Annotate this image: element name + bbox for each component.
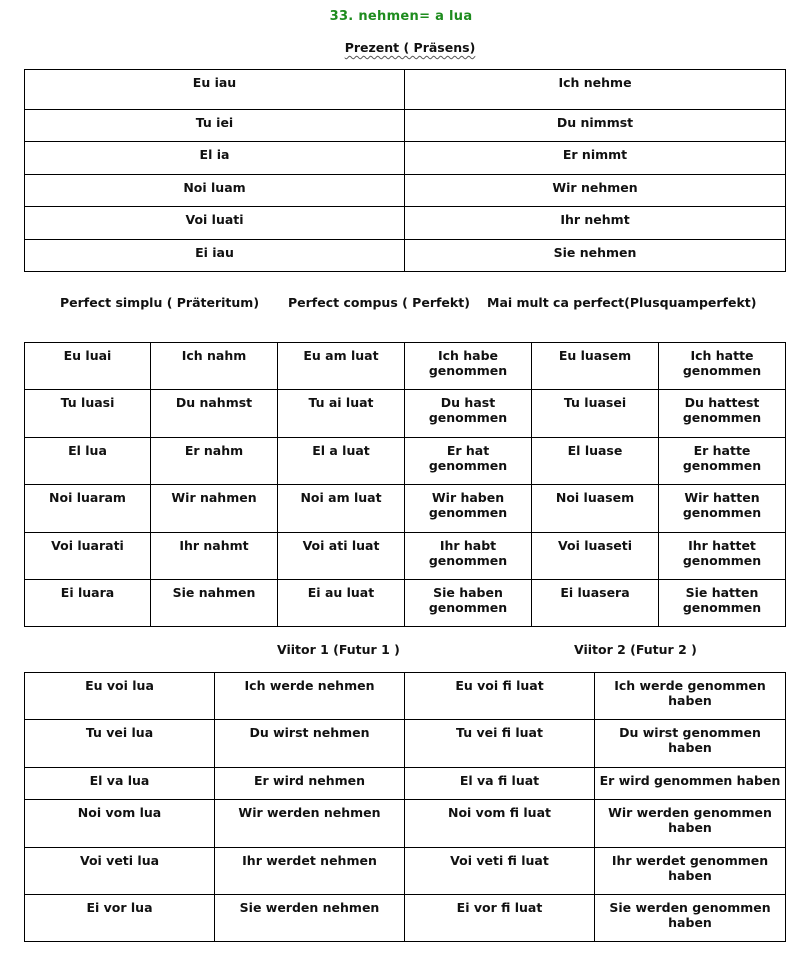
future-cell (595, 673, 786, 720)
future-cell-text: Voi veti fi luat (450, 853, 549, 868)
past-cell (405, 343, 532, 390)
past-cell-text: Ihr nahmt (179, 538, 249, 553)
past-heading-pluperfect: Mai mult ca perfect(Plusquamperfekt) (487, 295, 757, 310)
past-cell (532, 485, 659, 533)
past-cell (405, 390, 532, 438)
future-cell-text: Er wird nehmen (253, 773, 366, 788)
future-cell-text: El va lua (89, 773, 150, 788)
present-cell (405, 110, 786, 142)
past-cell-text: Ei luasera (560, 585, 630, 600)
future-cell (595, 768, 786, 800)
past-cell-text: Du hast genommen (428, 395, 508, 425)
past-heading-preterite: Perfect simplu ( Präteritum) (60, 295, 260, 310)
past-cell (405, 438, 532, 485)
past-cell-text: El luase (567, 443, 623, 458)
past-cell-text: Sie hatten genommen (682, 585, 762, 615)
past-cell-text: Wir hatten genommen (682, 490, 762, 520)
present-cell (25, 70, 405, 110)
past-cell (532, 438, 659, 485)
present-cell-text: Ich nehme (558, 75, 632, 90)
past-row (25, 438, 786, 485)
future-cell-text: Noi vom lua (77, 805, 162, 820)
present-row (25, 240, 786, 272)
past-cell-text: Er hatte genommen (682, 443, 762, 473)
future-row (25, 768, 786, 800)
future-cell (25, 673, 215, 720)
present-cell (25, 110, 405, 142)
future-cell-text: Ich werde nehmen (244, 678, 375, 693)
past-cell (151, 438, 278, 485)
past-cell-text: Ei au luat (307, 585, 375, 600)
past-row (25, 533, 786, 580)
future-tenses-table (24, 672, 786, 942)
past-cell-text: Sie nahmen (172, 585, 256, 600)
past-cell (278, 485, 405, 533)
future-cell-text: Ich werde genommen haben (614, 678, 766, 708)
past-cell-text: El a luat (312, 443, 370, 458)
past-row (25, 580, 786, 627)
future-cell-text: Ei vor fi luat (456, 900, 543, 915)
past-cell (532, 580, 659, 627)
present-cell-text: Ihr nehmt (560, 212, 630, 227)
future-cell (595, 800, 786, 848)
present-cell-text: Wir nehmen (552, 180, 638, 195)
future-cell (25, 768, 215, 800)
past-cell-text: El lua (68, 443, 107, 458)
past-row (25, 343, 786, 390)
past-cell-text: Wir nahmen (171, 490, 257, 505)
past-cell-text: Noi am luat (300, 490, 382, 505)
past-row (25, 390, 786, 438)
future-heading-2: Viitor 2 (Futur 2 ) (574, 642, 697, 657)
future-cell (215, 768, 405, 800)
future-cell-text: Ihr werdet genommen haben (611, 853, 769, 883)
past-cell (278, 343, 405, 390)
present-cell-text: Tu iei (195, 115, 234, 130)
future-cell (25, 720, 215, 768)
future-cell-text: Tu vei fi luat (456, 725, 543, 740)
present-cell (405, 240, 786, 272)
past-cell-text: Eu am luat (303, 348, 379, 363)
past-cell (25, 533, 151, 580)
past-cell-text: Ich habe genommen (428, 348, 508, 378)
past-cell (659, 343, 786, 390)
present-cell-text: Eu iau (192, 75, 237, 90)
past-cell (532, 390, 659, 438)
future-heading-1: Viitor 1 (Futur 1 ) (277, 642, 400, 657)
future-cell (25, 800, 215, 848)
past-cell (278, 390, 405, 438)
present-heading-text: Prezent ( Präsens) (344, 40, 476, 55)
present-row (25, 142, 786, 175)
future-row (25, 848, 786, 895)
future-cell-text: Du wirst genommen haben (619, 725, 761, 755)
past-cell (278, 438, 405, 485)
future-cell (405, 720, 595, 768)
past-cell-text: Du nahmst (175, 395, 253, 410)
past-cell-text: Voi ati luat (302, 538, 380, 553)
future-cell-text: Wir werden nehmen (238, 805, 381, 820)
past-cell-text: Eu luai (63, 348, 112, 363)
present-cell (25, 240, 405, 272)
future-cell (405, 848, 595, 895)
present-row (25, 70, 786, 110)
past-cell (405, 533, 532, 580)
past-cell-text: Wir haben genommen (428, 490, 508, 520)
past-cell (151, 343, 278, 390)
present-cell-text: Du nimmst (556, 115, 634, 130)
future-cell (215, 720, 405, 768)
past-cell (278, 533, 405, 580)
future-row (25, 895, 786, 942)
present-cell (25, 207, 405, 240)
past-cell-text: Tu ai luat (308, 395, 374, 410)
past-cell-text: Ich hatte genommen (682, 348, 762, 378)
present-cell-text: El ia (199, 147, 230, 162)
past-cell (25, 485, 151, 533)
past-cell-text: Tu luasei (563, 395, 627, 410)
past-cell-text: Er nahm (184, 443, 244, 458)
future-cell-text: Voi veti lua (79, 853, 160, 868)
future-row (25, 720, 786, 768)
present-cell (405, 207, 786, 240)
past-cell (151, 580, 278, 627)
page-title: 33. nehmen= a lua (329, 9, 473, 24)
past-cell (151, 485, 278, 533)
future-cell (405, 768, 595, 800)
future-cell (405, 800, 595, 848)
future-cell-text: Sie werden genommen haben (609, 900, 771, 930)
present-row (25, 207, 786, 240)
past-cell (659, 438, 786, 485)
present-cell (405, 142, 786, 175)
future-cell (215, 673, 405, 720)
past-cell (278, 580, 405, 627)
past-cell-text: Tu luasi (60, 395, 115, 410)
past-cell (532, 533, 659, 580)
past-tenses-table (24, 342, 786, 627)
present-cell-text: Er nimmt (562, 147, 628, 162)
future-cell-text: Eu voi fi luat (455, 678, 544, 693)
past-cell-text: Eu luasem (558, 348, 632, 363)
past-cell-text: Du hattest genommen (682, 395, 762, 425)
present-row (25, 110, 786, 142)
past-cell-text: Ihr habt genommen (428, 538, 508, 568)
future-cell-text: Sie werden nehmen (239, 900, 380, 915)
present-cell (405, 175, 786, 207)
present-heading (0, 40, 802, 55)
past-cell-text: Voi luarati (51, 538, 124, 553)
future-cell-text: Ei vor lua (86, 900, 153, 915)
future-cell (405, 673, 595, 720)
present-cell (405, 70, 786, 110)
future-cell (215, 848, 405, 895)
future-cell-text: Ihr werdet nehmen (242, 853, 377, 868)
past-cell (659, 533, 786, 580)
past-cell (659, 580, 786, 627)
present-cell-text: Noi luam (183, 180, 246, 195)
future-cell (595, 848, 786, 895)
past-cell (25, 438, 151, 485)
future-row (25, 800, 786, 848)
past-cell-text: Ich nahm (181, 348, 247, 363)
present-cell (25, 175, 405, 207)
future-cell (215, 895, 405, 942)
past-cell (532, 343, 659, 390)
present-cell (25, 142, 405, 175)
past-cell (25, 580, 151, 627)
past-row (25, 485, 786, 533)
future-cell (405, 895, 595, 942)
past-heading-perfect: Perfect compus ( Perfekt) (288, 295, 470, 310)
present-cell-text: Sie nehmen (553, 245, 637, 260)
past-cell (25, 390, 151, 438)
future-cell-text: Er wird genommen haben (599, 773, 781, 788)
future-cell (215, 800, 405, 848)
future-row (25, 673, 786, 720)
future-cell (25, 895, 215, 942)
past-cell (659, 390, 786, 438)
past-cell-text: Noi luaram (49, 490, 126, 505)
past-cell-text: Ei luara (60, 585, 115, 600)
past-cell-text: Noi luasem (555, 490, 635, 505)
past-cell (151, 533, 278, 580)
future-cell (595, 720, 786, 768)
past-cell-text: Er hat genommen (428, 443, 508, 473)
past-cell (25, 343, 151, 390)
past-cell (405, 580, 532, 627)
future-cell-text: Du wirst nehmen (249, 725, 370, 740)
future-cell-text: Noi vom fi luat (447, 805, 551, 820)
present-row (25, 175, 786, 207)
future-cell (25, 848, 215, 895)
past-cell (151, 390, 278, 438)
past-cell-text: Sie haben genommen (428, 585, 508, 615)
past-cell (405, 485, 532, 533)
present-cell-text: Voi luati (185, 212, 244, 227)
future-cell-text: El va fi luat (459, 773, 540, 788)
future-cell-text: Tu vei lua (85, 725, 154, 740)
present-tense-table (24, 69, 786, 272)
past-cell-text: Ihr hattet genommen (682, 538, 762, 568)
past-cell-text: Voi luaseti (557, 538, 632, 553)
future-cell (595, 895, 786, 942)
past-cell (659, 485, 786, 533)
present-cell-text: Ei iau (195, 245, 234, 260)
future-cell-text: Wir werden genommen haben (608, 805, 772, 835)
future-cell-text: Eu voi lua (85, 678, 154, 693)
